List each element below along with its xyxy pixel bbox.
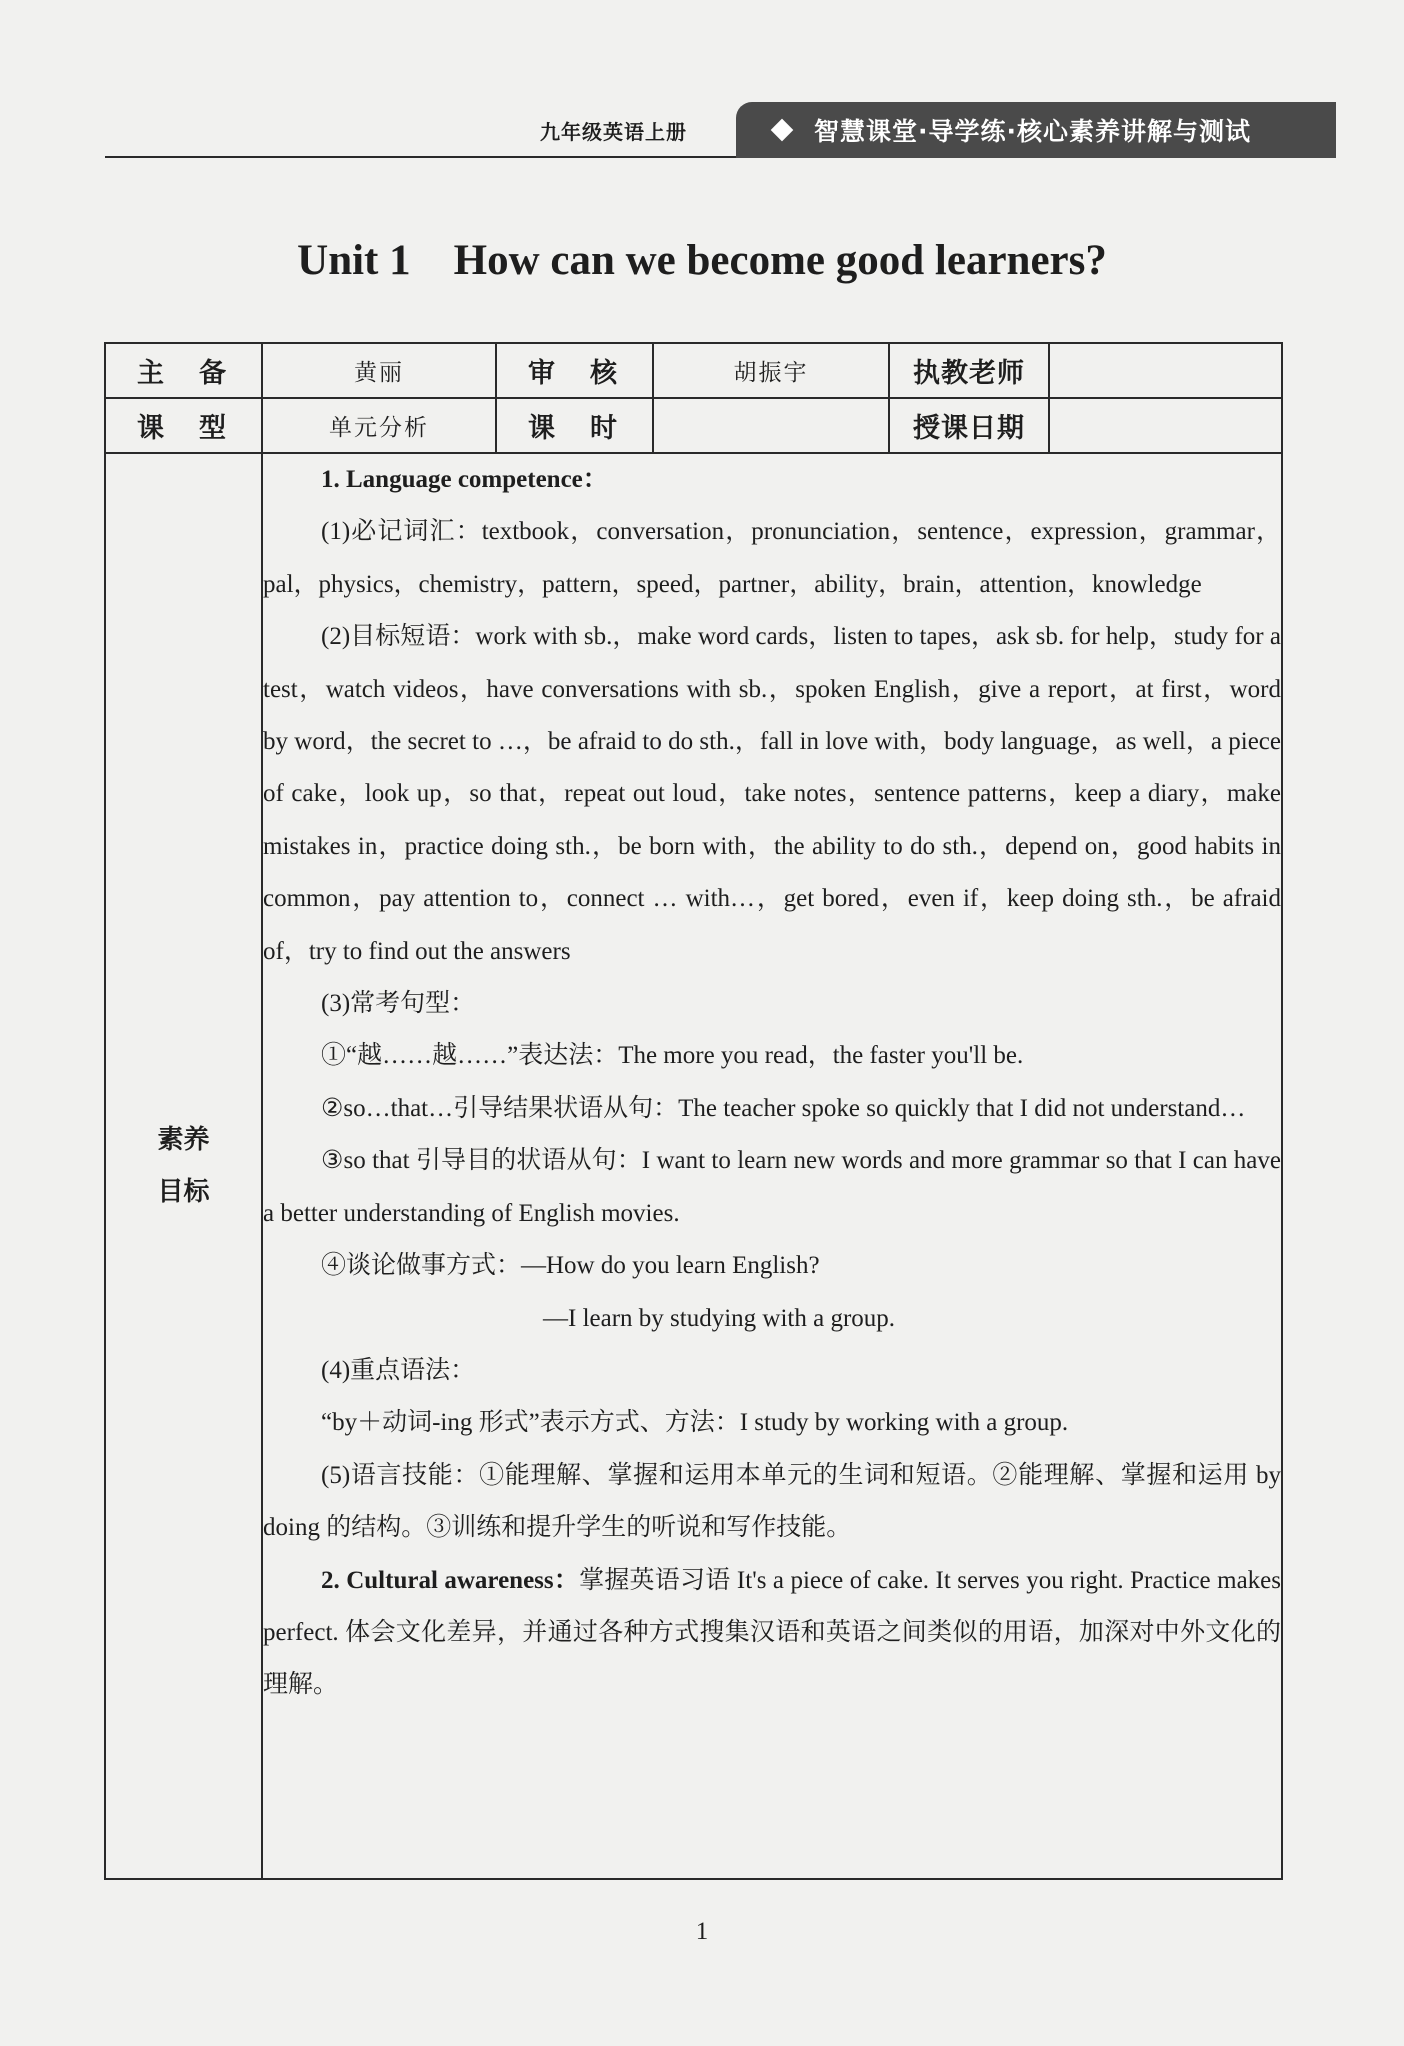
grammar-point: “by＋动词-ing 形式”表示方式、方法：I study by working with a group. <box>321 1409 1069 1437</box>
book-title: 九年级英语上册 <box>540 120 687 144</box>
teacher-label: 执教老师 <box>889 343 1049 398</box>
date-value <box>1049 398 1282 453</box>
series-banner <box>736 102 1336 158</box>
preparer-label: 主 备 <box>105 343 262 398</box>
target-phrases: (2)目标短语：work with sb.，make word cards，listen to tapes，ask sb. for help，study for a test，watch videos，have conversations with sb.，spoken English，give a report，at first，word by word，the secret to …，be afraid to do sth.，fall in love with，body language，as well，a piece of cake，look up，so that，repeat out loud，take notes，sentence patterns，keep a diary，make mistakes in，practice doing sth.，be born with，the ability to do sth.，depend on，good habits in common，pay attention to，connect … with…，get bored，even if，keep doing sth.，be afraid of，try to find out the answers <box>263 623 1281 965</box>
page-number: 1 <box>695 1918 709 1945</box>
sentence-pattern-3: ③so that 引导目的状语从句：I want to learn new words and more grammar so that I can have a better understanding of English movies. <box>263 1147 1281 1227</box>
reviewer-label: 审 核 <box>496 343 653 398</box>
section-cultural-awareness <box>263 1555 1281 1712</box>
unit-title: Unit 1 How can we become good learners? <box>297 237 1107 284</box>
sentence-pattern-2: ②so…that…引导结果状语从句：The teacher spoke so quickly that I did not understand… <box>321 1094 1246 1122</box>
info-row-2 <box>105 398 1282 453</box>
goals-label-line2: 目标 <box>157 1177 210 1207</box>
diamond-icon <box>771 119 794 142</box>
header-rule <box>105 156 745 158</box>
teacher-value <box>1049 343 1282 398</box>
grammar-heading: (4)重点语法： <box>321 1356 476 1384</box>
goals-label-line1: 素养 <box>157 1125 210 1155</box>
date-label: 授课日期 <box>889 398 1049 453</box>
series-title: 智慧课堂·导学练·核心素养讲解与测试 <box>814 117 1251 146</box>
lesson-type-value: 单元分析 <box>262 398 496 453</box>
goals-content <box>262 453 1282 1879</box>
goals-row <box>105 453 1282 1879</box>
sentence-pattern-4-answer: —I learn by studying with a group. <box>543 1304 896 1332</box>
language-skills: (5)语言技能：①能理解、掌握和运用本单元的生词和短语。②能理解、掌握和运用 by doing 的结构。③训练和提升学生的听说和写作技能。 <box>263 1461 1281 1542</box>
sentence-patterns-heading: (3)常考句型： <box>321 990 476 1018</box>
sentence-pattern-4-question: ④谈论做事方式：—How do you learn English? <box>321 1252 820 1280</box>
info-row-1 <box>105 343 1282 398</box>
lesson-type-label: 课 型 <box>105 398 262 453</box>
lesson-plan-table <box>104 342 1283 1880</box>
cultural-awareness-text: 掌握英语习语 It's a piece of cake. It serves you right. Practice makes perfect. 体会文化差异，并通过各种方式搜集汉语和英语之间类似的用语，加深对中外文化的理解。 <box>263 1566 1281 1699</box>
section-language-competence: 1. Language competence： <box>321 466 608 493</box>
goals-label <box>105 453 262 1879</box>
preparer-value: 黄丽 <box>262 343 496 398</box>
reviewer-value: 胡振宇 <box>653 343 889 398</box>
period-label: 课 时 <box>496 398 653 453</box>
cultural-awareness-heading: 2. Cultural awareness： <box>321 1566 580 1594</box>
period-value <box>653 398 889 453</box>
vocabulary: (1)必记词汇：textbook，conversation，pronunciation，sentence，expression，grammar，pal，physics，chemistry，pattern，speed，partner，ability，brain，attention，knowledge <box>263 518 1281 598</box>
sentence-pattern-1: ①“越……越……”表达法：The more you read，the faster you'll be. <box>321 1042 1024 1070</box>
